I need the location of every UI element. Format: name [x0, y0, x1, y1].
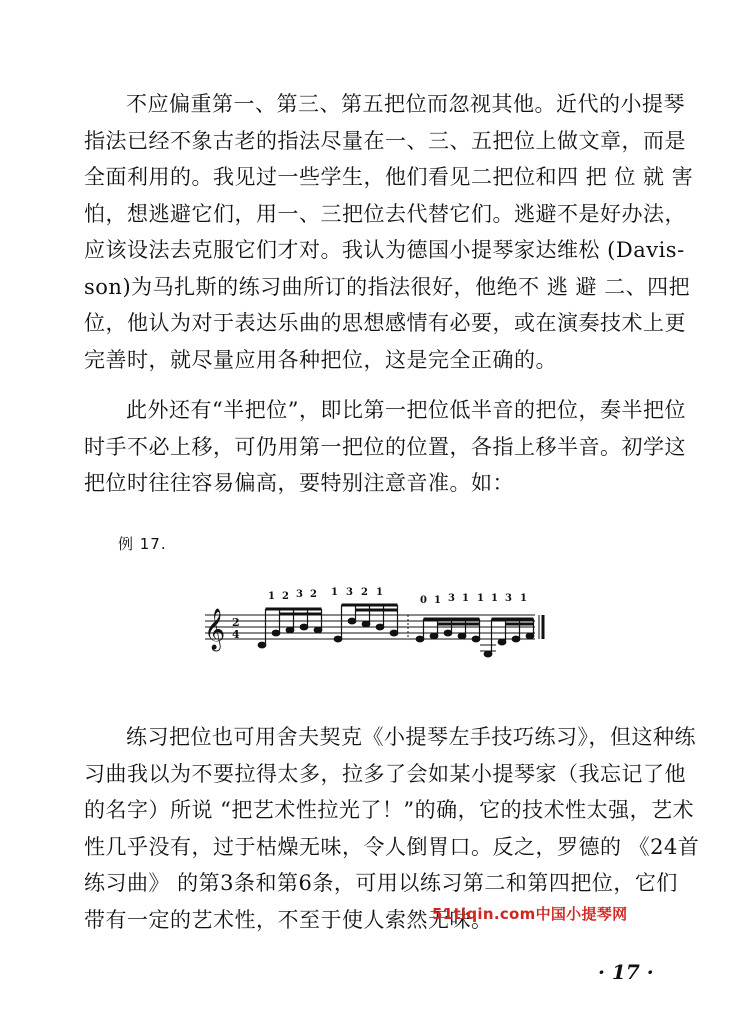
note-group-2	[334, 605, 398, 642]
paragraph-1	[84, 86, 694, 378]
text-line: 时手不必上移，可仍用第一把位的位置，各指上移半音。初学这	[84, 434, 686, 459]
text-line: 应该设法去克服它们才对。我认为德国小提琴家达维松 (Davis-	[84, 238, 685, 262]
text-line: 位，他认为对于表达乐曲的思想感情有必要，或在演奏技术上更	[84, 311, 686, 335]
text-line: 指法已经不象古老的指法尽量在一、三、五把位上做文章，而是	[84, 128, 686, 153]
fingering-digit: 2	[282, 591, 289, 602]
text-line: son)为马扎斯的练习曲所订的指法很好，他绝不 逃 避 二、四把	[84, 274, 691, 299]
music-score-example	[200, 575, 560, 665]
text-line: 的名字）所说 “把艺术性拉光了！”的确，它的技术性太强，艺术	[84, 798, 695, 822]
text-line: 全面利用的。我见过一些学生，他们看见二把位和四 把 位 就 害	[84, 165, 694, 189]
fingering-digit: 1	[491, 593, 498, 604]
example-label: 例 17.	[118, 535, 167, 553]
fingering-digit: 1	[477, 593, 484, 604]
note-group-4	[480, 619, 534, 657]
text-line: 完善时，就尽量应用各种把位，这是完全正确的。	[84, 347, 557, 372]
fingering-digit: 3	[346, 587, 353, 598]
time-signature-top: 2	[232, 616, 240, 629]
note-group-3	[416, 619, 480, 642]
paragraph-2	[84, 392, 684, 502]
website-watermark: 51tiqin.com中国小提琴网	[432, 905, 628, 923]
fingering-digit: 3	[296, 589, 303, 600]
fingering-digit: 0	[420, 595, 427, 606]
time-signature-bottom: 4	[232, 628, 240, 641]
fingering-digit: 1	[520, 593, 527, 604]
fingering-digit: 1	[331, 587, 338, 598]
final-barline	[539, 615, 543, 639]
text-line: 性几乎没有，过于枯燥无味，令人倒胃口。反之，罗德的 《24首	[84, 834, 700, 859]
text-line: 不应偏重第一、第三、第五把位而忽视其他。近代的小提琴	[126, 92, 685, 116]
text-line: 习曲我以为不要拉得太多，拉多了会如某小提琴家（我忘记了他	[84, 761, 686, 786]
text-line: 把位时往往容易偏高，要特别注意音准。如：	[84, 471, 514, 495]
text-line: 练习曲》 的第3条和第6条，可用以练习第二和第四把位，它们	[84, 871, 678, 895]
fingering-digit: 3	[448, 593, 455, 604]
fingering-digit: 3	[505, 593, 512, 604]
text-line: 此外还有“半把位”，即比第一把位低半音的把位，奏半把位	[126, 398, 686, 422]
fingering-digit: 1	[434, 595, 441, 606]
fingering-digit: 1	[462, 593, 469, 604]
fingering-digit: 1	[268, 591, 275, 602]
treble-clef-icon: 𝄞	[204, 609, 226, 650]
fingering-digit: 2	[361, 587, 368, 598]
fingering-digit: 2	[310, 589, 317, 600]
page-number: · 17 ·	[598, 960, 654, 984]
fingering-digit: 1	[376, 587, 383, 598]
text-line: 怕，想逃避它们，用一、三把位去代替它们。逃避不是好办法，	[84, 201, 686, 226]
text-line: 练习把位也可用舍夫契克《小提琴左手技巧练习》，但这种练	[126, 725, 696, 749]
text-line: 带有一定的艺术性，不至于使人索然无味。	[84, 907, 493, 932]
